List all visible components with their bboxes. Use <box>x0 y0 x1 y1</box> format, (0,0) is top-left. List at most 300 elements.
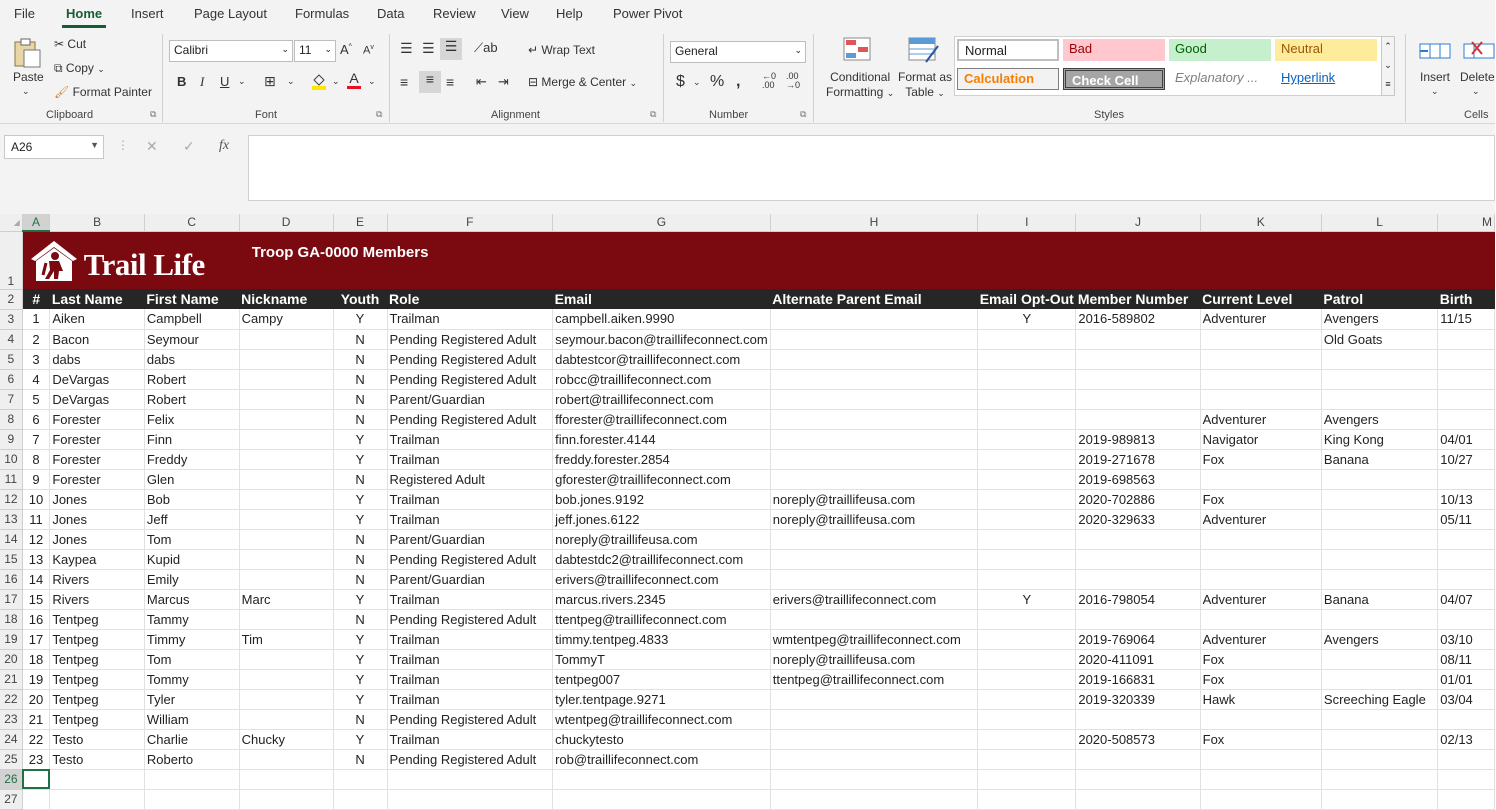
chevron-down-icon[interactable]: ⌄ <box>368 76 376 86</box>
cell-member-number[interactable] <box>1076 749 1200 769</box>
cell-youth[interactable]: N <box>333 749 387 769</box>
cell-email-opt-out[interactable] <box>978 569 1076 589</box>
cell-alternate-parent-email[interactable] <box>770 549 977 569</box>
cell-current-level[interactable] <box>1200 469 1321 489</box>
style-explanatory[interactable]: Explanatory ... <box>1175 70 1259 85</box>
cell-patrol[interactable] <box>1321 789 1437 809</box>
row-header[interactable]: 25 <box>0 749 22 769</box>
cell-birth[interactable] <box>1438 749 1495 769</box>
cell-last-name[interactable] <box>50 789 145 809</box>
cell-patrol[interactable] <box>1321 469 1437 489</box>
cell-youth[interactable]: Y <box>333 509 387 529</box>
cell-current-level[interactable]: Adventurer <box>1200 509 1321 529</box>
menu-help[interactable]: Help <box>556 6 583 21</box>
cell-last-name[interactable]: Forester <box>50 449 145 469</box>
cell-last-name[interactable]: Tentpeg <box>50 649 145 669</box>
cell-number[interactable]: 6 <box>22 409 50 429</box>
cell-email[interactable]: gforester@traillifeconnect.com <box>553 469 771 489</box>
column-header[interactable]: K <box>1200 214 1321 231</box>
cell-alternate-parent-email[interactable] <box>770 369 977 389</box>
header-cell-nickname[interactable]: Nickname <box>239 289 333 309</box>
cell-birth[interactable] <box>1438 349 1495 369</box>
row-header[interactable]: 26 <box>0 769 22 789</box>
cell-role[interactable]: Trailman <box>387 509 553 529</box>
cell-last-name[interactable]: Tentpeg <box>50 629 145 649</box>
italic-icon[interactable]: I <box>200 74 205 89</box>
cell-role[interactable]: Trailman <box>387 729 553 749</box>
cell-member-number[interactable] <box>1076 389 1200 409</box>
row-header[interactable]: 27 <box>0 789 22 809</box>
style-neutral[interactable]: Neutral <box>1275 39 1377 61</box>
cell-patrol[interactable] <box>1321 529 1437 549</box>
row-header[interactable]: 19 <box>0 629 22 649</box>
cell-first-name[interactable] <box>144 769 239 789</box>
cell-role[interactable]: Trailman <box>387 309 553 329</box>
cell-nickname[interactable] <box>239 409 333 429</box>
menu-file[interactable]: File <box>14 6 35 21</box>
format-painter-button[interactable] <box>54 85 152 99</box>
cell-number[interactable]: 3 <box>22 349 50 369</box>
cell-current-level[interactable] <box>1200 369 1321 389</box>
cell-email[interactable]: ttentpeg@traillifeconnect.com <box>553 609 771 629</box>
cell-birth[interactable] <box>1438 469 1495 489</box>
cell-email[interactable] <box>553 789 771 809</box>
cell-last-name[interactable]: Rivers <box>50 589 145 609</box>
bold-icon[interactable]: B <box>177 74 187 89</box>
cell-last-name[interactable]: Rivers <box>50 569 145 589</box>
enter-icon[interactable]: ✓ <box>183 138 195 154</box>
cell-role[interactable]: Pending Registered Adult <box>387 709 553 729</box>
cell-email[interactable]: jeff.jones.6122 <box>553 509 771 529</box>
row-header[interactable]: 7 <box>0 389 22 409</box>
row-header[interactable]: 16 <box>0 569 22 589</box>
insert-function-icon[interactable]: fx <box>219 138 230 153</box>
cell-patrol[interactable]: Banana <box>1321 589 1437 609</box>
align-right-icon[interactable]: ≡ <box>446 74 455 90</box>
increase-font-icon[interactable]: A^ <box>340 42 352 57</box>
cell-email[interactable]: bob.jones.9192 <box>553 489 771 509</box>
cell-email[interactable]: erivers@traillifeconnect.com <box>553 569 771 589</box>
cell-youth[interactable]: N <box>333 569 387 589</box>
cell-email[interactable]: noreply@traillifeusa.com <box>553 529 771 549</box>
cell-nickname[interactable] <box>239 789 333 809</box>
cell-patrol[interactable] <box>1321 769 1437 789</box>
dialog-launcher-icon[interactable]: ⧉ <box>800 109 807 119</box>
decrease-font-icon[interactable]: $A^v$ <box>363 44 374 57</box>
align-left-icon[interactable]: ≡ <box>400 74 409 90</box>
header-cell-last-name[interactable]: Last Name <box>50 289 145 309</box>
cell-role[interactable]: Pending Registered Adult <box>387 329 553 349</box>
cell-member-number[interactable]: 2019-769064 <box>1076 629 1200 649</box>
currency-icon[interactable]: $ <box>676 73 685 90</box>
cell-alternate-parent-email[interactable] <box>770 429 977 449</box>
cell-youth[interactable]: Y <box>333 729 387 749</box>
cell-role[interactable]: Trailman <box>387 489 553 509</box>
cell-email[interactable]: timmy.tentpeg.4833 <box>553 629 771 649</box>
selected-cell[interactable] <box>22 769 50 789</box>
cell-email[interactable]: seymour.bacon@traillifeconnect.com <box>553 329 771 349</box>
dialog-launcher-icon[interactable]: ⧉ <box>376 109 383 119</box>
cell-patrol[interactable] <box>1321 649 1437 669</box>
cell-first-name[interactable]: Timmy <box>144 629 239 649</box>
cell-member-number[interactable]: 2016-589802 <box>1076 309 1200 329</box>
cell-email-opt-out[interactable] <box>978 769 1076 789</box>
cell-first-name[interactable]: Marcus <box>144 589 239 609</box>
cell-member-number[interactable]: 2020-329633 <box>1076 509 1200 529</box>
menu-data[interactable]: Data <box>377 6 405 21</box>
cell-alternate-parent-email[interactable]: erivers@traillifeconnect.com <box>770 589 977 609</box>
cell-nickname[interactable] <box>239 469 333 489</box>
cell-alternate-parent-email[interactable] <box>770 689 977 709</box>
cell-current-level[interactable] <box>1200 529 1321 549</box>
cell-last-name[interactable]: Forester <box>50 409 145 429</box>
dialog-launcher-icon[interactable]: ⧉ <box>150 109 157 119</box>
cell-email-opt-out[interactable] <box>978 729 1076 749</box>
cell-nickname[interactable]: Tim <box>239 629 333 649</box>
cell-member-number[interactable]: 2019-166831 <box>1076 669 1200 689</box>
cell-first-name[interactable]: Finn <box>144 429 239 449</box>
cell-last-name[interactable]: Kaypea <box>50 549 145 569</box>
cell-birth[interactable]: 10/13 <box>1438 489 1495 509</box>
cell-patrol[interactable] <box>1321 609 1437 629</box>
cell-email-opt-out[interactable] <box>978 549 1076 569</box>
cell-patrol[interactable] <box>1321 749 1437 769</box>
cell-birth[interactable]: 01/01 <box>1438 669 1495 689</box>
cell-last-name[interactable]: Testo <box>50 749 145 769</box>
cell-member-number[interactable] <box>1076 369 1200 389</box>
cell-member-number[interactable] <box>1076 769 1200 789</box>
cell-nickname[interactable] <box>239 509 333 529</box>
cell-number[interactable]: 8 <box>22 449 50 469</box>
row-header[interactable]: 15 <box>0 549 22 569</box>
cell-nickname[interactable]: Chucky <box>239 729 333 749</box>
cell-first-name[interactable]: Tom <box>144 649 239 669</box>
cell-current-level[interactable]: Hawk <box>1200 689 1321 709</box>
cell-current-level[interactable] <box>1200 329 1321 349</box>
align-center-icon[interactable]: ≡ <box>419 71 441 93</box>
cell-patrol[interactable]: Avengers <box>1321 409 1437 429</box>
cell-nickname[interactable] <box>239 389 333 409</box>
cell-birth[interactable]: 04/01 <box>1438 429 1495 449</box>
cell-birth[interactable] <box>1438 409 1495 429</box>
cell-nickname[interactable] <box>239 649 333 669</box>
chevron-down-icon[interactable]: ⌄ <box>1472 86 1480 96</box>
cell-patrol[interactable]: Old Goats <box>1321 329 1437 349</box>
chevron-down-icon[interactable]: ⌄ <box>238 76 246 86</box>
cell-nickname[interactable] <box>239 569 333 589</box>
cell-email-opt-out[interactable] <box>978 369 1076 389</box>
cell-nickname[interactable]: Campy <box>239 309 333 329</box>
cell-email-opt-out[interactable] <box>978 389 1076 409</box>
cell-role[interactable] <box>387 769 553 789</box>
cell-youth[interactable]: N <box>333 529 387 549</box>
cell-birth[interactable]: 11/15 <box>1438 309 1495 329</box>
cell-nickname[interactable] <box>239 329 333 349</box>
cell-birth[interactable] <box>1438 329 1495 349</box>
banner-cell[interactable] <box>22 231 1494 289</box>
cell-number[interactable]: 10 <box>22 489 50 509</box>
cell-patrol[interactable] <box>1321 349 1437 369</box>
cell-patrol[interactable] <box>1321 369 1437 389</box>
row-header[interactable]: 9 <box>0 429 22 449</box>
paste-dropdown-icon[interactable]: ⌄ <box>22 86 30 96</box>
cell-first-name[interactable]: Tammy <box>144 609 239 629</box>
cell-last-name[interactable]: Tentpeg <box>50 609 145 629</box>
cell-birth[interactable] <box>1438 569 1495 589</box>
cell-current-level[interactable]: Fox <box>1200 729 1321 749</box>
cell-birth[interactable] <box>1438 769 1495 789</box>
chevron-down-icon[interactable]: ⌄ <box>1431 86 1439 96</box>
cell-member-number[interactable]: 2019-698563 <box>1076 469 1200 489</box>
cell-member-number[interactable] <box>1076 529 1200 549</box>
cell-role[interactable]: Trailman <box>387 649 553 669</box>
cell-birth[interactable]: 03/04 <box>1438 689 1495 709</box>
align-top-icon[interactable]: ☰ <box>400 40 413 56</box>
cell-alternate-parent-email[interactable]: noreply@traillifeusa.com <box>770 489 977 509</box>
cell-first-name[interactable]: Charlie <box>144 729 239 749</box>
cell-member-number[interactable] <box>1076 569 1200 589</box>
header-cell-youth[interactable]: Youth <box>333 289 387 309</box>
column-header[interactable]: A <box>22 214 50 231</box>
cell-alternate-parent-email[interactable] <box>770 329 977 349</box>
row-header[interactable]: 17 <box>0 589 22 609</box>
cell-role[interactable]: Parent/Guardian <box>387 569 553 589</box>
cell-email[interactable]: dabtestdc2@traillifeconnect.com <box>553 549 771 569</box>
cell-current-level[interactable] <box>1200 549 1321 569</box>
cell-first-name[interactable] <box>144 789 239 809</box>
cell-current-level[interactable] <box>1200 769 1321 789</box>
select-all-corner[interactable]: ◢ <box>0 214 22 231</box>
cell-role[interactable]: Pending Registered Adult <box>387 749 553 769</box>
cell-nickname[interactable] <box>239 669 333 689</box>
cell-role[interactable]: Trailman <box>387 449 553 469</box>
column-header[interactable]: F <box>387 214 553 231</box>
cell-number[interactable]: 7 <box>22 429 50 449</box>
column-header[interactable]: G <box>553 214 771 231</box>
cell-role[interactable]: Trailman <box>387 669 553 689</box>
cell-birth[interactable]: 10/27 <box>1438 449 1495 469</box>
increase-decimal-icon[interactable]: ←0 .00 <box>762 71 777 90</box>
cell-nickname[interactable] <box>239 489 333 509</box>
cell-first-name[interactable]: Bob <box>144 489 239 509</box>
style-check-cell[interactable]: Check Cell <box>1063 68 1165 90</box>
percent-icon[interactable]: % <box>710 73 725 90</box>
cell-number[interactable]: 17 <box>22 629 50 649</box>
cell-last-name[interactable]: Jones <box>50 529 145 549</box>
cell-email-opt-out[interactable]: Y <box>978 589 1076 609</box>
row-header[interactable]: 2 <box>0 289 22 309</box>
cell-email[interactable]: dabtestcor@traillifeconnect.com <box>553 349 771 369</box>
cell-email-opt-out[interactable] <box>978 489 1076 509</box>
orientation-icon[interactable]: ⟋ab <box>474 40 498 55</box>
cell-birth[interactable]: 08/11 <box>1438 649 1495 669</box>
cell-number[interactable]: 19 <box>22 669 50 689</box>
cell-email[interactable]: chuckytesto <box>553 729 771 749</box>
cell-member-number[interactable] <box>1076 329 1200 349</box>
cell-last-name[interactable]: Aiken <box>50 309 145 329</box>
cell-email[interactable]: robert@traillifeconnect.com <box>553 389 771 409</box>
cell-birth[interactable]: 03/10 <box>1438 629 1495 649</box>
cell-current-level[interactable]: Adventurer <box>1200 589 1321 609</box>
cell-first-name[interactable]: Robert <box>144 389 239 409</box>
style-calculation[interactable]: Calculation <box>957 68 1059 90</box>
menu-power-pivot[interactable]: Power Pivot <box>613 6 683 21</box>
merge-center-button[interactable] <box>528 75 637 89</box>
cell-last-name[interactable]: Jones <box>50 489 145 509</box>
cell-email[interactable]: fforester@traillifeconnect.com <box>553 409 771 429</box>
cell-nickname[interactable] <box>239 449 333 469</box>
menu-home[interactable]: Home <box>66 6 103 21</box>
header-cell-email-opt-out[interactable]: Email Opt-Out <box>979 291 1074 307</box>
cell-number[interactable]: 20 <box>22 689 50 709</box>
cell-birth[interactable] <box>1438 789 1495 809</box>
cell-role[interactable]: Trailman <box>387 629 553 649</box>
header-cell-alternate-parent-email[interactable]: Alternate Parent Email <box>770 289 977 309</box>
style-hyperlink[interactable]: Hyperlink <box>1281 70 1336 85</box>
cell-patrol[interactable] <box>1321 489 1437 509</box>
column-header[interactable]: C <box>144 214 239 231</box>
name-box[interactable] <box>4 135 104 159</box>
cell-email[interactable]: marcus.rivers.2345 <box>553 589 771 609</box>
cell-alternate-parent-email[interactable]: noreply@traillifeusa.com <box>770 649 977 669</box>
align-bottom-icon[interactable]: ☰ <box>440 38 462 60</box>
cell-birth[interactable]: 02/13 <box>1438 729 1495 749</box>
copy-button[interactable] <box>54 61 105 76</box>
column-header[interactable]: M <box>1438 214 1495 231</box>
cell-email[interactable]: campbell.aiken.9990 <box>553 309 771 329</box>
column-header[interactable]: B <box>50 214 145 231</box>
cell-email-opt-out[interactable] <box>978 629 1076 649</box>
cell-current-level[interactable]: Fox <box>1200 649 1321 669</box>
cell-current-level[interactable]: Fox <box>1200 449 1321 469</box>
font-color-icon[interactable]: A <box>347 70 361 89</box>
cell-first-name[interactable]: Campbell <box>144 309 239 329</box>
cell-patrol[interactable]: Screeching Eagle <box>1321 689 1437 709</box>
row-header[interactable]: 18 <box>0 609 22 629</box>
cell-birth[interactable]: 05/11 <box>1438 509 1495 529</box>
cell-number[interactable]: 13 <box>22 549 50 569</box>
cell-patrol[interactable]: Avengers <box>1321 309 1437 329</box>
cell-first-name[interactable]: Tom <box>144 529 239 549</box>
formula-input[interactable] <box>248 135 1495 201</box>
cell-patrol[interactable] <box>1321 509 1437 529</box>
cell-patrol[interactable] <box>1321 709 1437 729</box>
font-size-select[interactable] <box>294 40 336 62</box>
cell-current-level[interactable]: Fox <box>1200 669 1321 689</box>
cell-first-name[interactable]: Tyler <box>144 689 239 709</box>
cell-current-level[interactable] <box>1200 749 1321 769</box>
cell-email[interactable]: wtentpeg@traillifeconnect.com <box>553 709 771 729</box>
cell-member-number[interactable] <box>1076 349 1200 369</box>
cell-email[interactable]: rob@traillifeconnect.com <box>553 749 771 769</box>
dialog-launcher-icon[interactable]: ⧉ <box>650 109 657 119</box>
cell-member-number[interactable]: 2019-271678 <box>1076 449 1200 469</box>
cell-last-name[interactable] <box>50 769 145 789</box>
cell-first-name[interactable]: Kupid <box>144 549 239 569</box>
cell-youth[interactable]: N <box>333 369 387 389</box>
row-header[interactable]: 13 <box>0 509 22 529</box>
cell-nickname[interactable] <box>239 689 333 709</box>
chevron-down-icon[interactable]: ⌄ <box>287 76 295 86</box>
row-header[interactable]: 8 <box>0 409 22 429</box>
cell-role[interactable]: Pending Registered Adult <box>387 549 553 569</box>
cell-number[interactable]: 23 <box>22 749 50 769</box>
cell-email-opt-out[interactable] <box>978 409 1076 429</box>
cell-youth[interactable]: N <box>333 709 387 729</box>
cell-alternate-parent-email[interactable] <box>770 449 977 469</box>
cell-youth[interactable]: Y <box>333 449 387 469</box>
column-header[interactable]: J <box>1076 214 1200 231</box>
cell-number[interactable]: 21 <box>22 709 50 729</box>
row-header[interactable]: 5 <box>0 349 22 369</box>
fill-color-icon[interactable] <box>311 72 327 93</box>
delete-cells-icon[interactable] <box>1462 38 1496 67</box>
cell-nickname[interactable] <box>239 549 333 569</box>
cell-first-name[interactable]: Glen <box>144 469 239 489</box>
cell-nickname[interactable] <box>239 749 333 769</box>
cell-email[interactable]: TommyT <box>553 649 771 669</box>
conditional-formatting-icon[interactable] <box>843 36 873 65</box>
cell-alternate-parent-email[interactable] <box>770 789 977 809</box>
cell-alternate-parent-email[interactable]: ttentpeg@traillifeconnect.com <box>770 669 977 689</box>
cell-alternate-parent-email[interactable] <box>770 609 977 629</box>
cell-nickname[interactable]: Marc <box>239 589 333 609</box>
cell-nickname[interactable] <box>239 529 333 549</box>
menu-review[interactable]: Review <box>433 6 476 21</box>
cell-role[interactable]: Trailman <box>387 589 553 609</box>
cell-number[interactable]: 12 <box>22 529 50 549</box>
cell-last-name[interactable]: Forester <box>50 469 145 489</box>
cell-youth[interactable]: N <box>333 609 387 629</box>
cell-last-name[interactable]: Forester <box>50 429 145 449</box>
cell-email[interactable] <box>553 769 771 789</box>
cell-email-opt-out[interactable] <box>978 429 1076 449</box>
header-cell-first-name[interactable]: First Name <box>144 289 239 309</box>
row-header[interactable]: 12 <box>0 489 22 509</box>
cell-first-name[interactable]: William <box>144 709 239 729</box>
cell-number[interactable]: 18 <box>22 649 50 669</box>
cell-last-name[interactable]: Tentpeg <box>50 709 145 729</box>
cell-role[interactable]: Trailman <box>387 689 553 709</box>
cell-patrol[interactable]: Banana <box>1321 449 1437 469</box>
cell-alternate-parent-email[interactable] <box>770 529 977 549</box>
cell-number[interactable]: 5 <box>22 389 50 409</box>
cell-current-level[interactable] <box>1200 789 1321 809</box>
cell-first-name[interactable]: Felix <box>144 409 239 429</box>
row-header[interactable]: 3 <box>0 309 22 329</box>
cell-current-level[interactable] <box>1200 569 1321 589</box>
cell-last-name[interactable]: dabs <box>50 349 145 369</box>
cell-alternate-parent-email[interactable]: noreply@traillifeusa.com <box>770 509 977 529</box>
cell-number[interactable]: 15 <box>22 589 50 609</box>
cell-email-opt-out[interactable] <box>978 349 1076 369</box>
cell-number[interactable]: 2 <box>22 329 50 349</box>
cell-current-level[interactable] <box>1200 609 1321 629</box>
cell-birth[interactable] <box>1438 549 1495 569</box>
cell-youth[interactable]: Y <box>333 429 387 449</box>
cell-role[interactable]: Pending Registered Adult <box>387 349 553 369</box>
cell-first-name[interactable]: Jeff <box>144 509 239 529</box>
cell-first-name[interactable]: Freddy <box>144 449 239 469</box>
cell-alternate-parent-email[interactable] <box>770 389 977 409</box>
cell-nickname[interactable] <box>239 369 333 389</box>
cell-member-number[interactable] <box>1076 609 1200 629</box>
cell-youth[interactable]: Y <box>333 489 387 509</box>
cell-member-number[interactable] <box>1076 409 1200 429</box>
cell-youth[interactable] <box>333 769 387 789</box>
cell-patrol[interactable] <box>1321 549 1437 569</box>
cell-email-opt-out[interactable] <box>978 529 1076 549</box>
